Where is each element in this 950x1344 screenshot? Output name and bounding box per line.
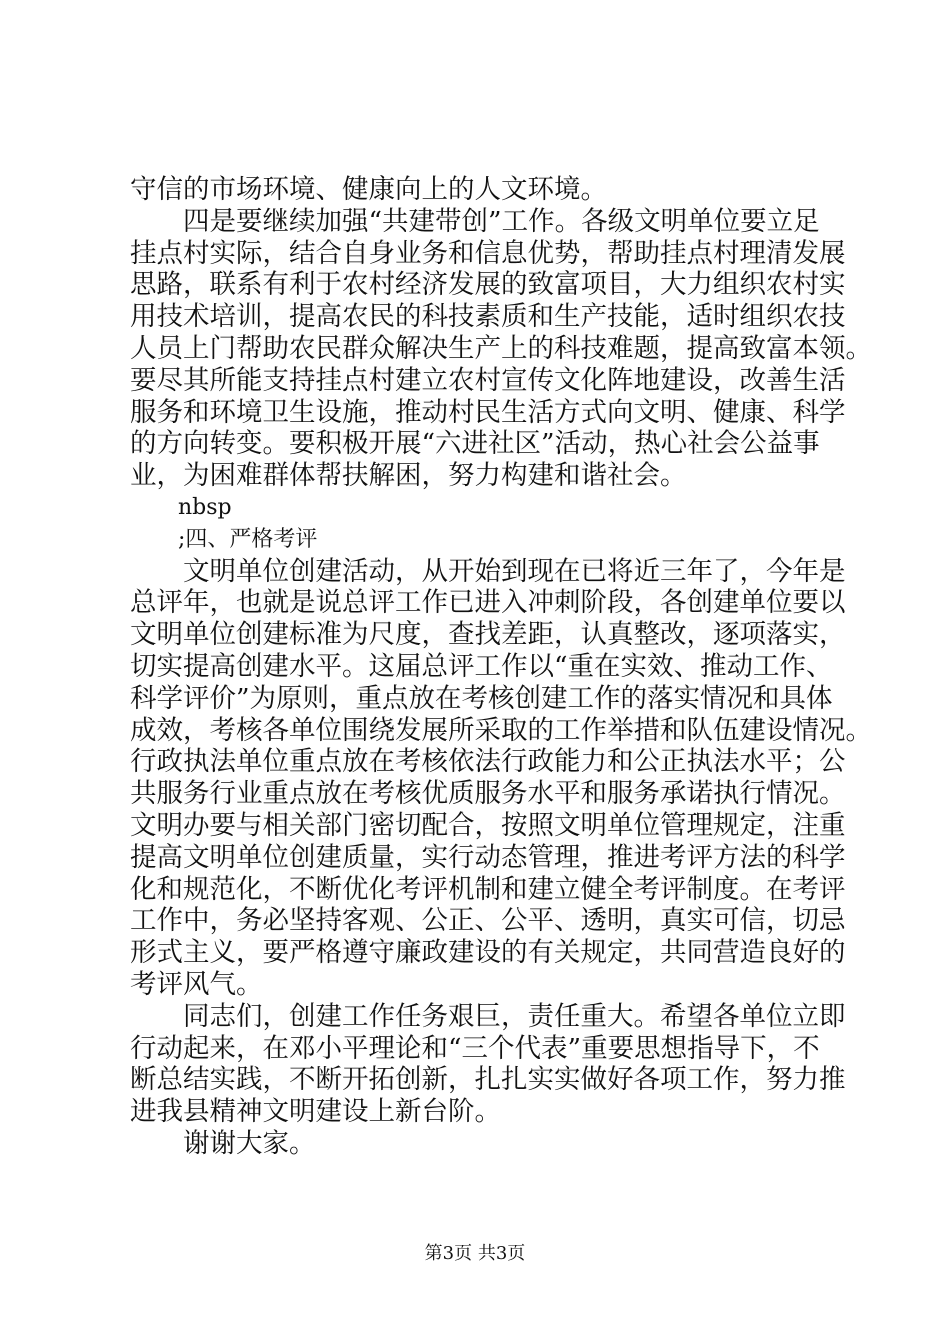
document-line: 考评风气。: [130, 968, 263, 1000]
document-line: 进我县精神文明建设上新台阶。: [130, 1096, 501, 1128]
document-line: 要尽其所能支持挂点村建立农村宣传文化阵地建设，改善生活: [130, 364, 846, 396]
document-line: 断总结实践，不断开拓创新，扎扎实实做好各项工作，努力推: [130, 1064, 846, 1096]
document-line: 工作中，务必坚持客观、公正、公平、透明，真实可信，切忌: [130, 905, 846, 937]
document-line: 行政执法单位重点放在考核依法行政能力和公正执法水平；公: [130, 746, 846, 778]
document-line: 守信的市场环境、健康向上的人文环境。: [130, 174, 607, 205]
document-line: 总评年，也就是说总评工作已进入冲刺阶段，各创建单位要以: [130, 587, 846, 619]
document-line: 四是要继续加强“共建带创”工作。各级文明单位要立足: [183, 205, 820, 237]
document-line: 行动起来，在邓小平理论和“三个代表”重要思想指导下，不: [130, 1032, 820, 1064]
document-line: 文明办要与相关部门密切配合，按照文明单位管理规定，注重: [130, 809, 846, 841]
document-line: 思路，联系有利于农村经济发展的致富项目，大力组织农村实: [130, 269, 846, 301]
document-line: 用技术培训，提高农民的科技素质和生产技能，适时组织农技: [130, 301, 846, 333]
document-line: nbsp: [178, 494, 232, 520]
document-line: 人员上门帮助农民群众解决生产上的科技难题，提高致富本领。: [130, 332, 872, 364]
page-footer: 第3页 共3页: [424, 1243, 526, 1264]
document-line: 共服务行业重点放在考核优质服务水平和服务承诺执行情况。: [130, 778, 846, 810]
document-line: 提高文明单位创建质量，实行动态管理，推进考评方法的科学: [130, 841, 846, 873]
document-body: [130, 174, 872, 1160]
document-line: ;四、严格考评: [178, 526, 318, 552]
document-line: 形式主义，要严格遵守廉政建设的有关规定，共同营造良好的: [130, 937, 846, 969]
document-line: 的方向转变。要积极开展“六进社区”活动，热心社会公益事: [130, 428, 820, 460]
document-line: 服务和环境卫生设施，推动村民生活方式向文明、健康、科学: [130, 396, 846, 428]
document-line: 同志们，创建工作任务艰巨，责任重大。希望各单位立即: [183, 1000, 846, 1032]
document-line: 挂点村实际，结合自身业务和信息优势，帮助挂点村理清发展: [130, 237, 846, 269]
document-line: 谢谢大家。: [183, 1127, 316, 1159]
document-line: 化和规范化，不断优化考评机制和建立健全考评制度。在考评: [130, 873, 846, 905]
document-line: 业，为困难群体帮扶解困，努力构建和谐社会。: [130, 460, 687, 492]
document-line: 文明单位创建标准为尺度，查找差距，认真整改，逐项落实，: [130, 619, 846, 651]
document-line: 切实提高创建水平。这届总评工作以“重在实效、推动工作、: [130, 650, 833, 682]
document-line: 科学评价”为原则，重点放在考核创建工作的落实情况和具体: [130, 682, 833, 714]
document-line: 文明单位创建活动，从开始到现在已将近三年了，今年是: [183, 555, 846, 587]
document-line: 成效，考核各单位围绕发展所采取的工作举措和队伍建设情况。: [130, 714, 872, 746]
